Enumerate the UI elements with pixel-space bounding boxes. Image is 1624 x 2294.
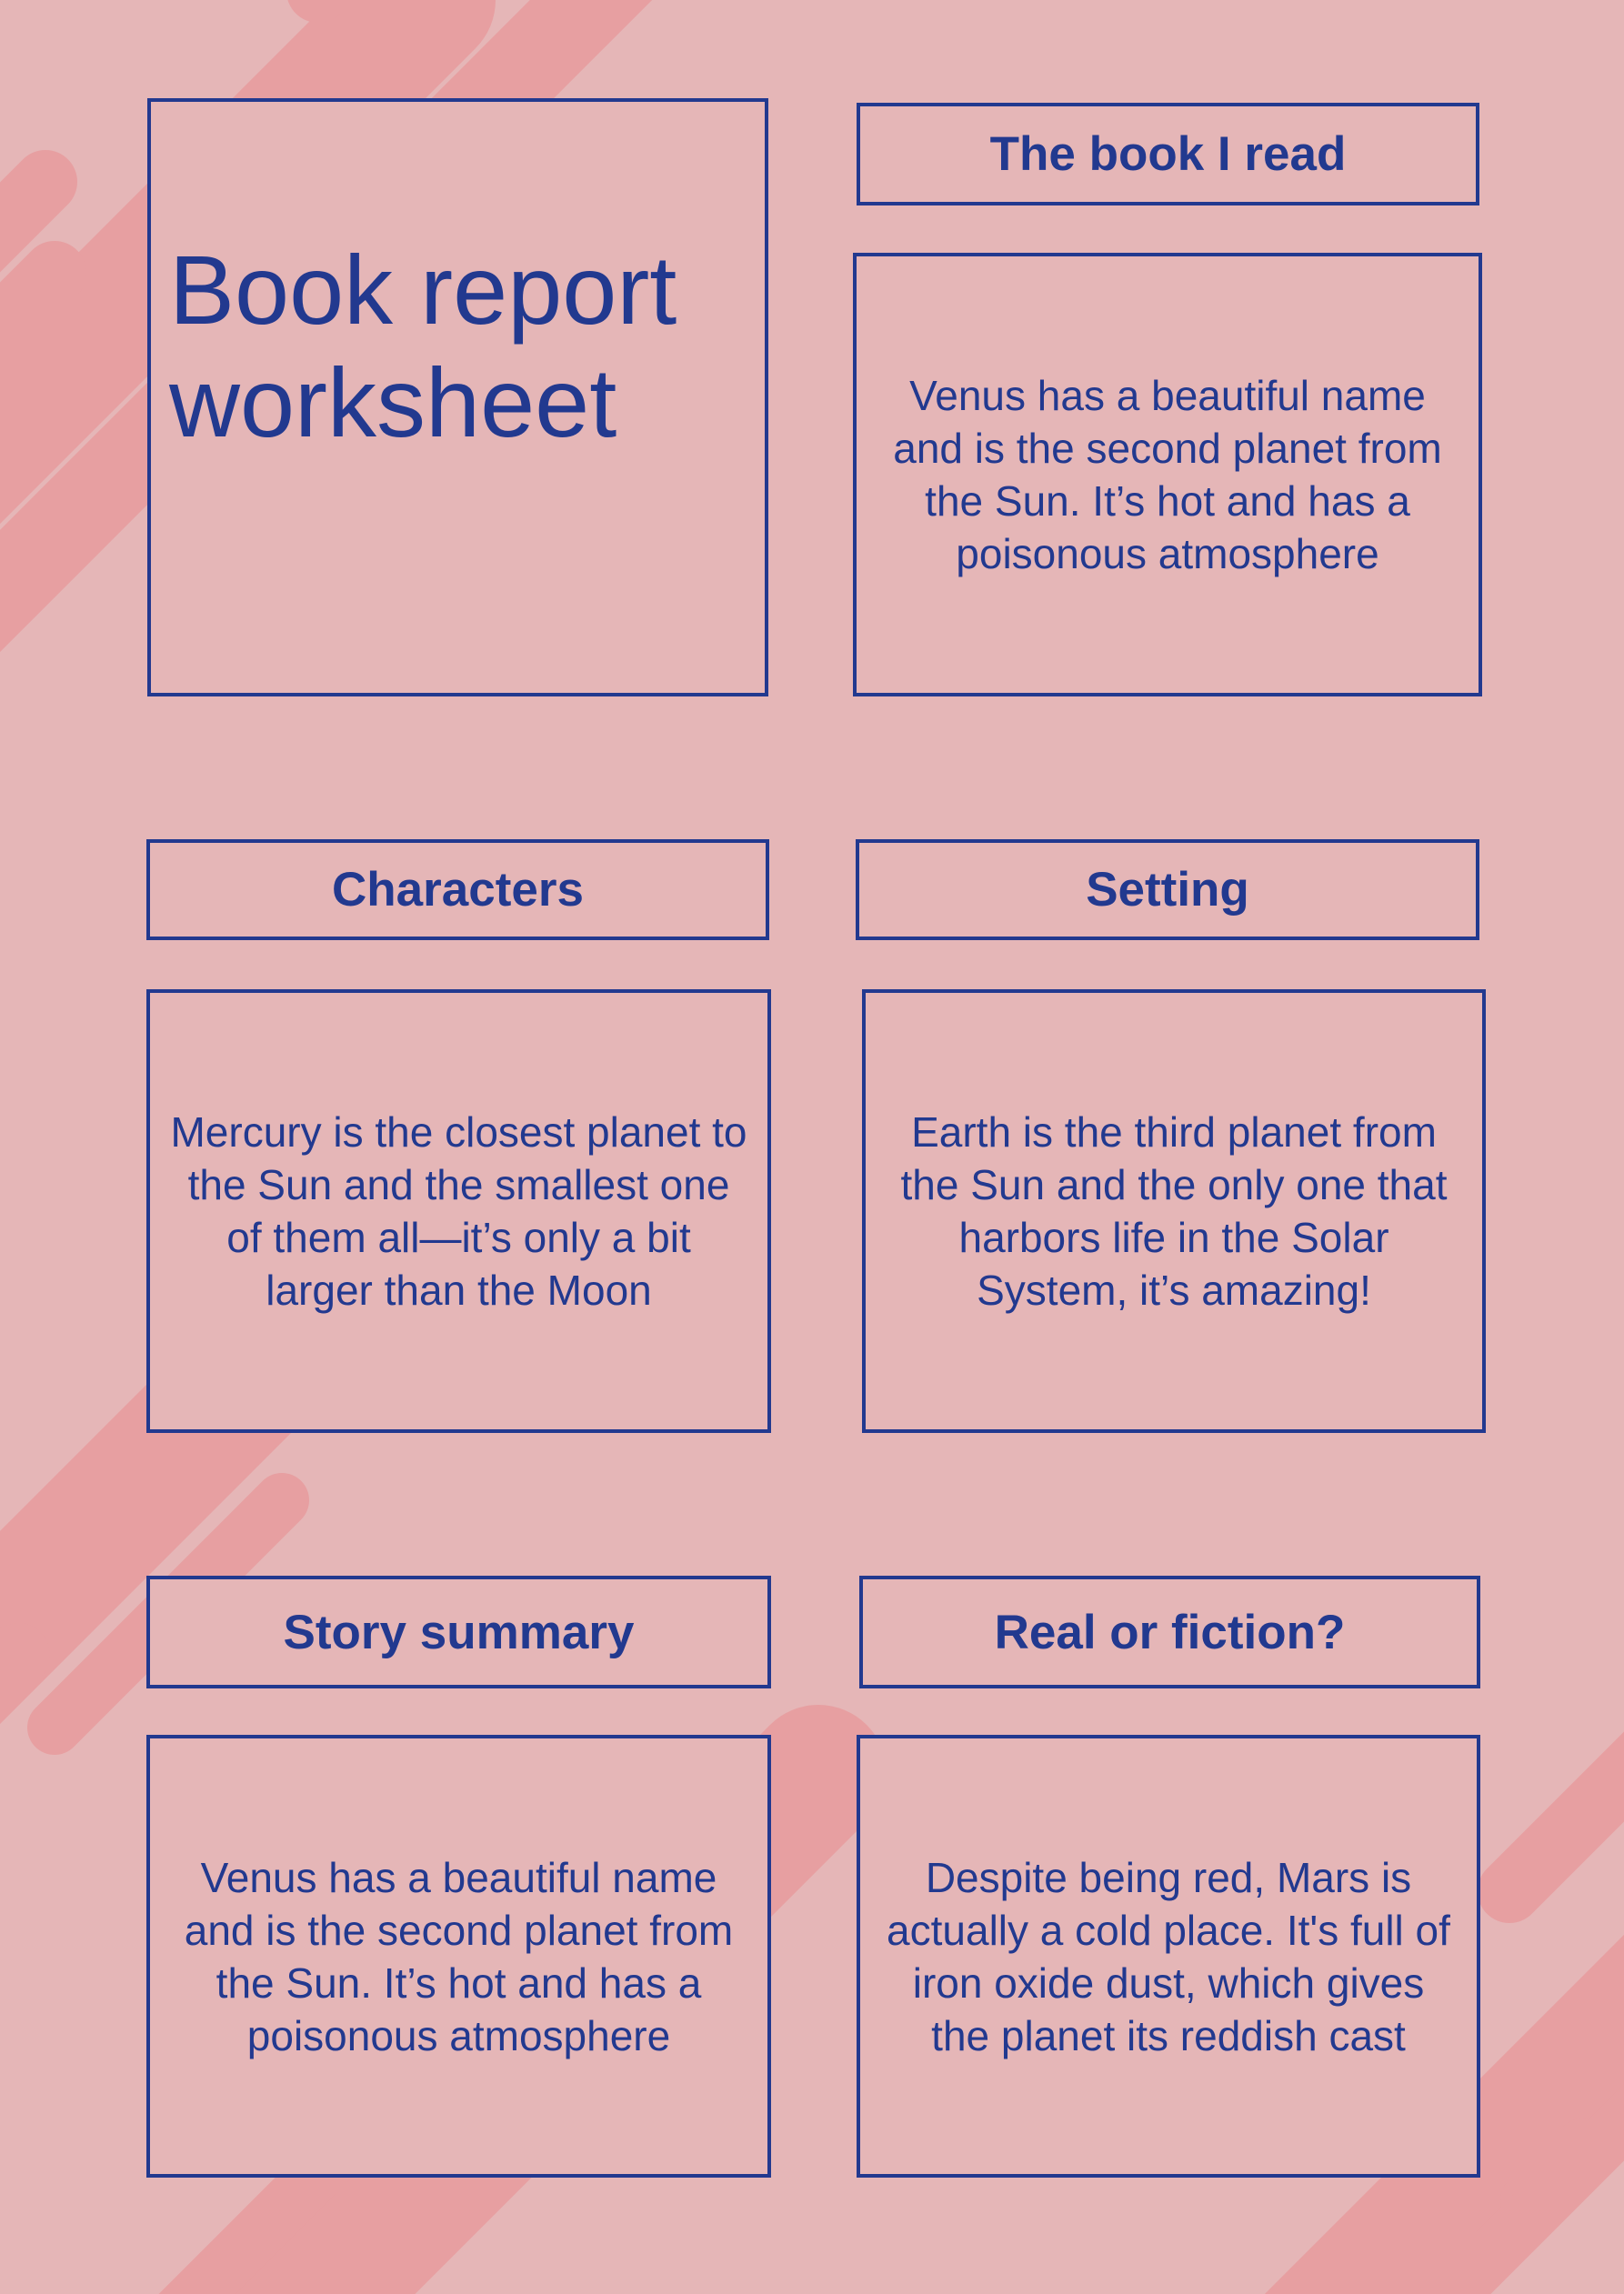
- characters-label-box: [146, 839, 769, 940]
- setting-text: Earth is the third planet from the Sun and the only one that harbors life in the Solar System, it’s amazing!: [900, 1108, 1448, 1314]
- page-title: Book report worksheet: [169, 235, 677, 457]
- summary-text-box: [146, 1735, 771, 2178]
- characters-text: Mercury is the closest planet to the Sun and the smallest one of them all—it’s only a bit larger than the Moon: [170, 1108, 747, 1314]
- book-text: Venus has a beautiful name and is the second planet from the Sun. It’s hot and has a poisonous atmosphere: [893, 372, 1442, 577]
- setting-label: Setting: [1086, 863, 1249, 917]
- setting-text-box: [862, 989, 1486, 1433]
- real-fiction-text: Despite being red, Mars is actually a cold place. It's full of iron oxide dust, which gives the planet its reddish cast: [887, 1853, 1450, 2059]
- characters-label: Characters: [332, 863, 584, 917]
- book-label: The book I read: [989, 127, 1347, 181]
- real-fiction-label: Real or fiction?: [994, 1605, 1346, 1659]
- summary-text: Venus has a beautiful name and is the second planet from the Sun. It’s hot and has a poisonous atmosphere: [184, 1853, 734, 2059]
- real-fiction-label-box: [859, 1576, 1480, 1688]
- real-fiction-text-box: [857, 1735, 1480, 2178]
- title-box: [147, 98, 768, 696]
- summary-label: Story summary: [283, 1605, 635, 1659]
- book-label-box: [857, 103, 1479, 205]
- book-text-box: [853, 253, 1482, 696]
- summary-label-box: [146, 1576, 771, 1688]
- setting-label-box: [856, 839, 1479, 940]
- characters-text-box: [146, 989, 771, 1433]
